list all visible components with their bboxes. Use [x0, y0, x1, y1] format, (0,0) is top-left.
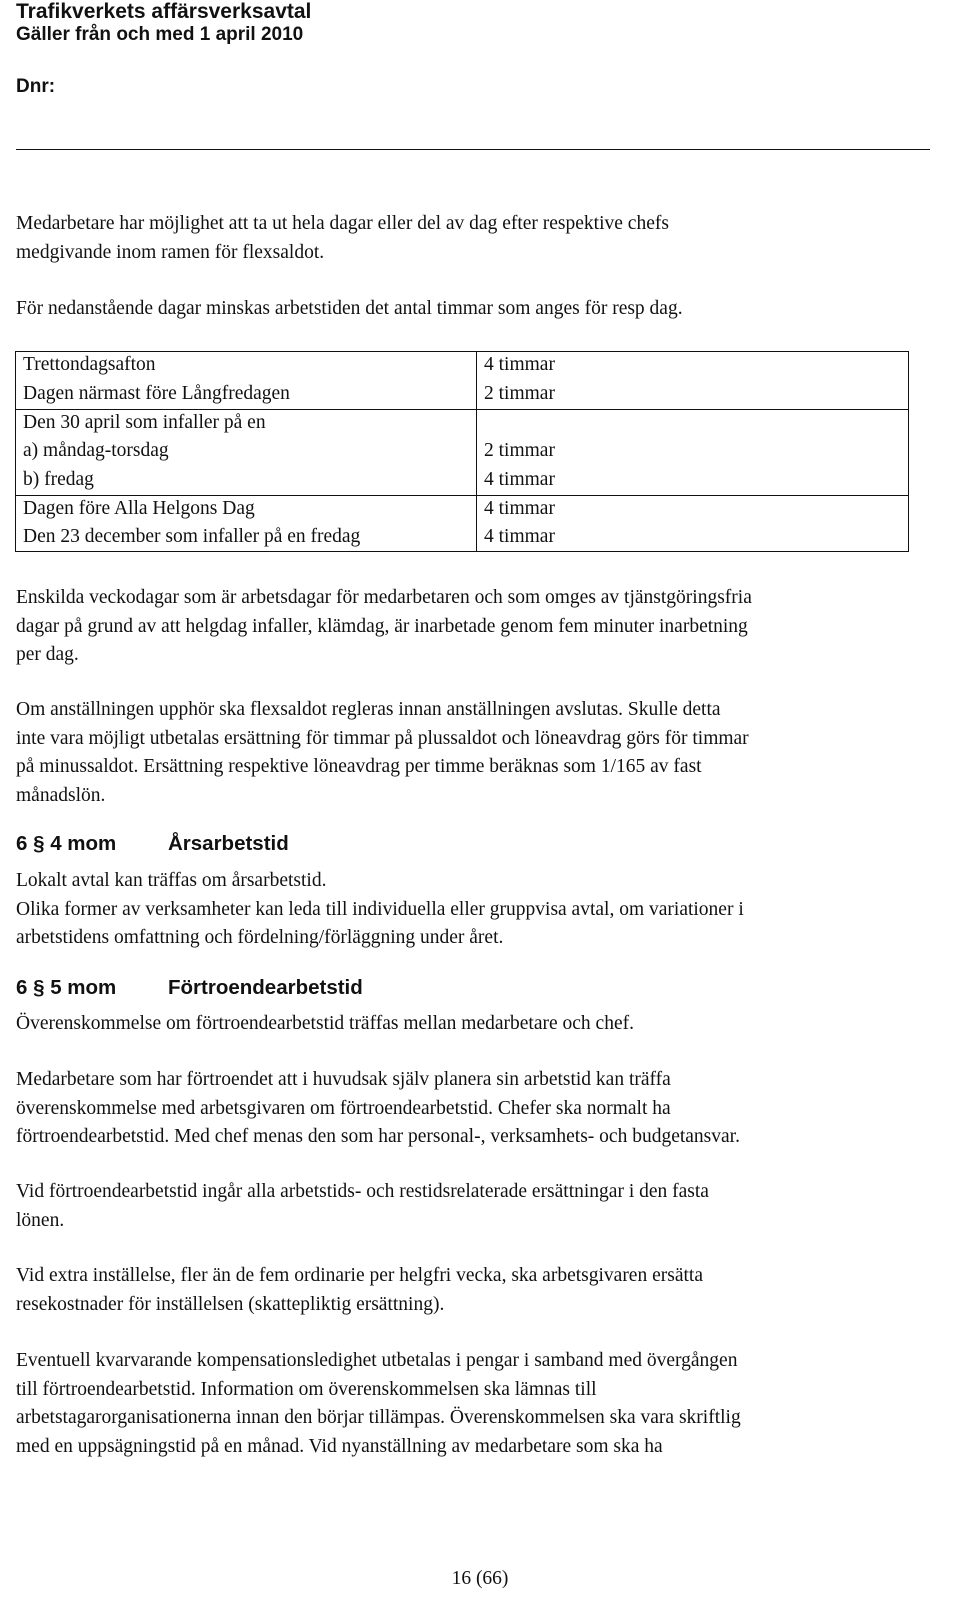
text-line: Olika former av verksamheter kan leda till individuella eller gruppvisa avtal, om variationer i: [16, 898, 744, 920]
text-line: inte vara möjligt utbetalas ersättning för timmar på plussaldot och löneavdrag görs för timmar: [16, 727, 749, 749]
fortroende-paragraph-2: [16, 1066, 936, 1152]
fortroende-paragraph-4: [16, 1262, 936, 1319]
fortroende-paragraph-5: [16, 1347, 936, 1461]
text-line: Lokalt avtal kan träffas om årsarbetstid.: [16, 870, 327, 891]
table-cell-value: 4 timmar: [484, 354, 555, 375]
text-line: månadslön.: [16, 784, 106, 806]
text-line: till förtroendearbetstid. Information om överenskommelsen ska lämnas till: [16, 1378, 597, 1400]
table-cell-label: b) fredag: [23, 469, 94, 490]
arsarbetstid-paragraph: [16, 867, 936, 953]
table-cell-value: 4 timmar: [484, 526, 555, 547]
table-cell-label: Den 23 december som infaller på en fredag: [23, 526, 361, 547]
text-line: Medarbetare som har förtroendet att i huvudsak själv planera sin arbetstid kan träffa: [16, 1069, 671, 1090]
intro-paragraph-2: [16, 295, 936, 324]
text-line: resekostnader för inställelsen (skattepliktig ersättning).: [16, 1293, 445, 1315]
document-title: Trafikverkets affärsverksavtal: [16, 0, 312, 23]
text-line: Vid förtroendearbetstid ingår alla arbetstids- och restidsrelaterade ersättningar i den fasta: [16, 1181, 709, 1202]
table-cell-label: a) måndag-torsdag: [23, 440, 169, 461]
text-line: Överenskommelse om förtroendearbetstid träffas mellan medarbetare och chef.: [16, 1013, 634, 1034]
flexsaldo-termination-paragraph: [16, 696, 936, 810]
text-line: på minussaldot. Ersättning respektive löneavdrag per timme beräknas som 1/165 av fast: [16, 756, 702, 777]
text-line: överenskommelse med arbetsgivaren om förtroendearbetstid. Chefer ska normalt ha: [16, 1097, 671, 1119]
table-row-divider: [16, 495, 908, 496]
intro-paragraph: [16, 210, 936, 267]
table-row-divider: [16, 409, 908, 410]
section-number: 6 § 5 mom: [16, 976, 117, 999]
text-line: Medarbetare har möjlighet att ta ut hela dagar eller del av dag efter respektive chefs: [16, 213, 669, 234]
dnr-label: Dnr:: [16, 76, 56, 97]
section-title: Förtroendearbetstid: [168, 976, 363, 999]
table-column-divider: [476, 352, 477, 551]
text-line: Om anställningen upphör ska flexsaldot regleras innan anställningen avslutas. Skulle detta: [16, 699, 721, 720]
text-line: För nedanstående dagar minskas arbetstiden det antal timmar som anges för resp dag.: [16, 298, 683, 319]
text-line: Enskilda veckodagar som är arbetsdagar för medarbetaren och som omges av tjänstgöringsfria: [16, 587, 752, 608]
reduced-hours-table: [15, 351, 909, 552]
table-cell-value: 2 timmar: [484, 440, 555, 461]
table-cell-value: 2 timmar: [484, 383, 555, 404]
text-line: per dag.: [16, 644, 79, 665]
page-number: 16 (66): [451, 1568, 509, 1589]
text-line: medgivande inom ramen för flexsaldot.: [16, 241, 325, 263]
table-cell-label: Trettondagsafton: [23, 354, 156, 375]
table-cell-value: 4 timmar: [484, 498, 555, 519]
text-line: arbetstagarorganisationerna innan den börjar tillämpas. Överenskommelsen ska vara skriftlig: [16, 1407, 741, 1428]
fortroende-paragraph-1: [16, 1010, 936, 1039]
text-line: dagar på grund av att helgdag infaller, klämdag, är inarbetade genom fem minuter inarbetning: [16, 615, 748, 637]
document-validity: Gäller från och med 1 april 2010: [16, 24, 304, 45]
table-cell-value: 4 timmar: [484, 469, 555, 490]
text-line: Vid extra inställelse, fler än de fem ordinarie per helgfri vecka, ska arbetsgivaren ersätta: [16, 1265, 703, 1286]
table-cell-label: Dagen före Alla Helgons Dag: [23, 498, 255, 519]
text-line: lönen.: [16, 1209, 65, 1231]
text-line: arbetstidens omfattning och fördelning/förläggning under året.: [16, 927, 504, 948]
text-line: Eventuell kvarvarande kompensationsledighet utbetalas i pengar i samband med övergången: [16, 1350, 738, 1371]
klamdag-paragraph: [16, 584, 936, 670]
text-line: med en uppsägningstid på en månad. Vid nyanställning av medarbetare som ska ha: [16, 1435, 663, 1457]
text-line: förtroendearbetstid. Med chef menas den som har personal-, verksamhets- och budgetansvar.: [16, 1126, 740, 1147]
section-number: 6 § 4 mom: [16, 832, 117, 855]
table-cell-label: Den 30 april som infaller på en: [23, 412, 266, 433]
table-cell-label: Dagen närmast före Långfredagen: [23, 383, 290, 404]
section-title: Årsarbetstid: [168, 832, 289, 855]
fortroende-paragraph-3: [16, 1178, 936, 1235]
header-rule: [16, 149, 930, 150]
